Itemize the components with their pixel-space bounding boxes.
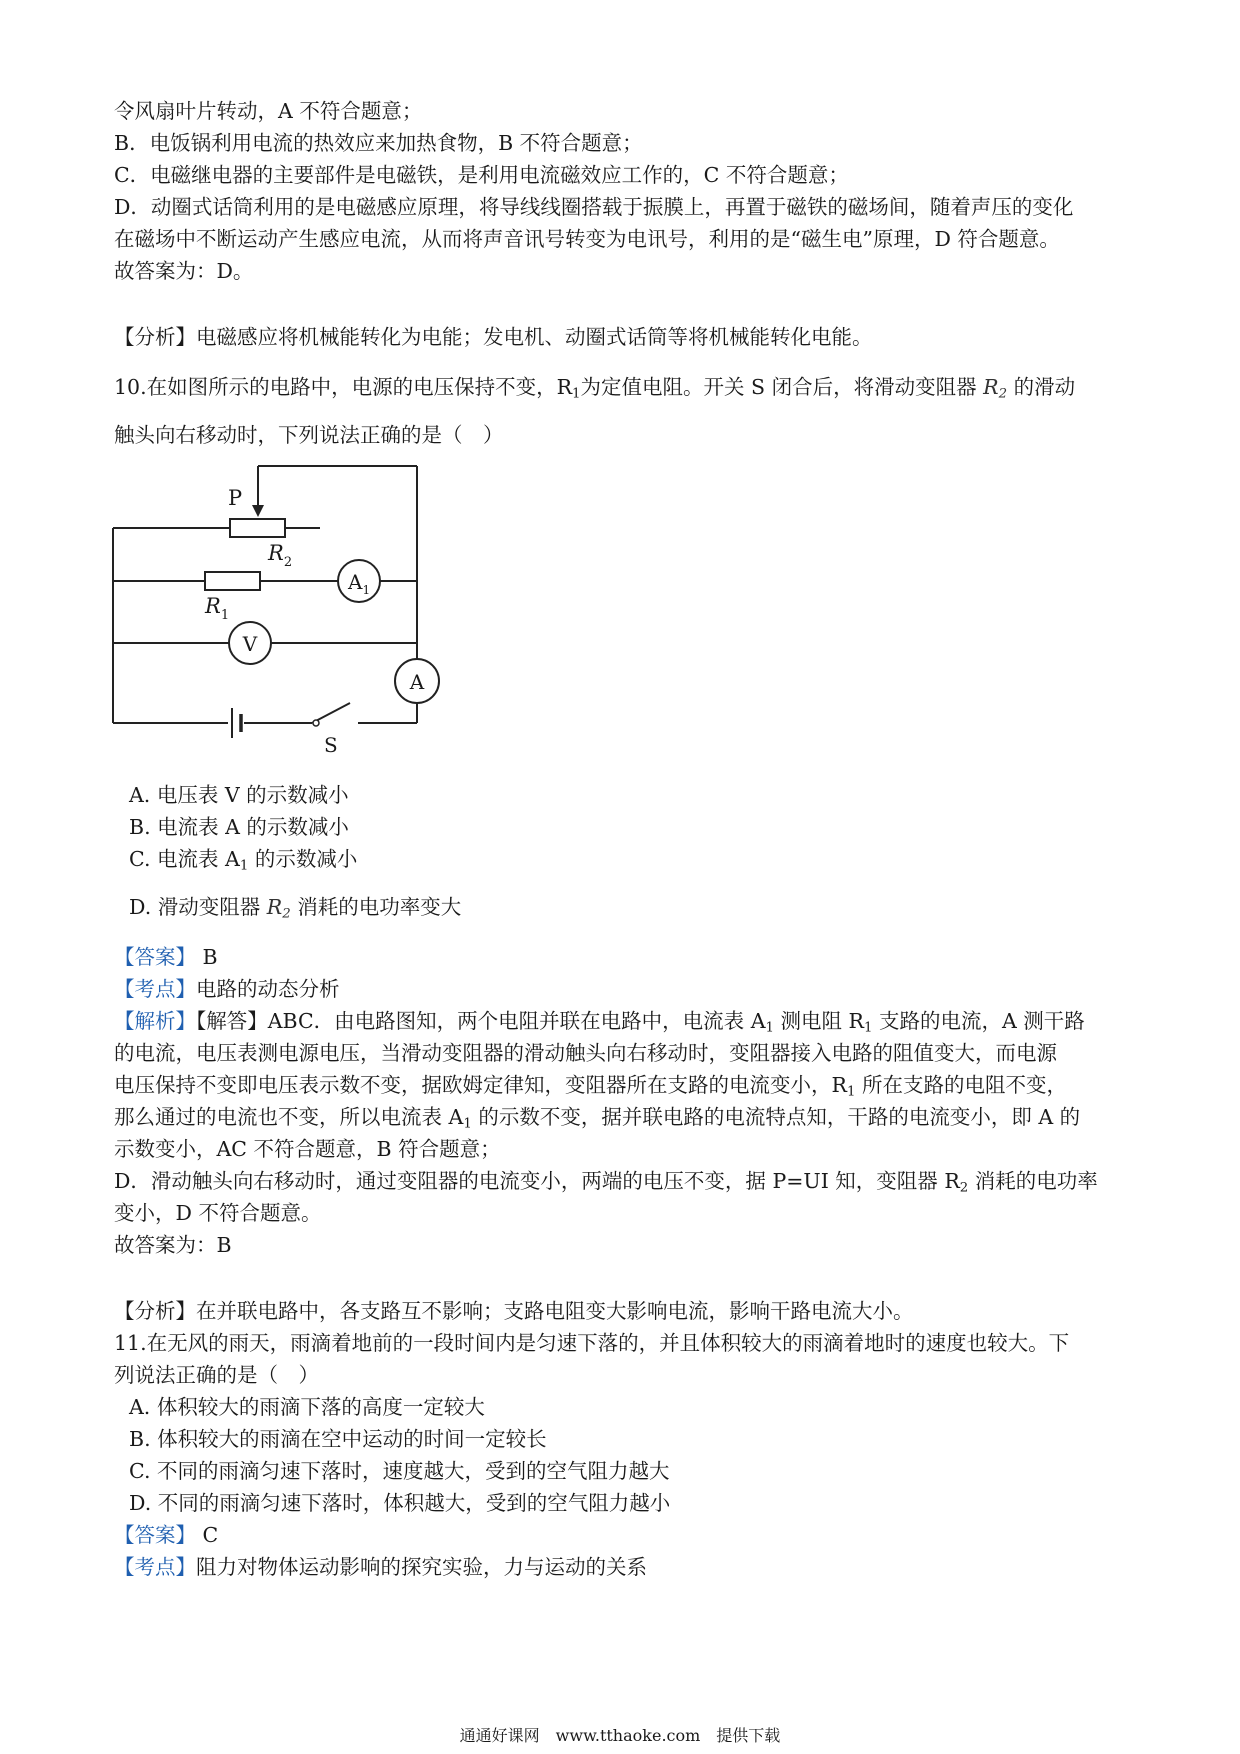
text-line: D．动圈式话筒利用的是电磁感应原理，将导线线圈搭载于振膜上，再置于磁铁的磁场间，随着声压的变化 [114, 195, 1074, 219]
answer-line [114, 942, 218, 972]
solution-line: 示数变小，AC 不符合题意，B 符合题意； [114, 1137, 501, 1161]
solution-line: 【解析】【解答】ABC．由电路图知，两个电阻并联在电路中，电流表 $A_1$ 测电阻 $R_1$ 支路的电流，A 测干路 [114, 1009, 1085, 1036]
solution-line: 变小，D 不符合题意。 [114, 1201, 322, 1225]
question-10-stem-line2: 触头向右移动时，下列说法正确的是（ ） [114, 423, 504, 447]
ammeter-a-label: A [409, 670, 425, 694]
question-10-stem: 10.在如图所示的电路中，电源的电压保持不变，$R_1$为定值电阻。开关 S 闭合后，将滑动变阻器 $R_2$ 的滑动 [114, 375, 1076, 402]
label-r1: $R_1$ [205, 594, 230, 623]
option-d: D. 滑动变阻器 $R_2$ 消耗的电功率变大 [129, 895, 462, 922]
answer-value: C [196, 1523, 219, 1547]
analysis-tag: 【分析】 [114, 325, 196, 349]
answer-tag: 【答案】 [114, 945, 196, 969]
solution-line: D．滑动触头向右移动时，通过变阻器的电流变小，两端的电压不变，据 P=UI 知，变阻器 $R_2$ 消耗的电功率 [114, 1169, 1098, 1196]
option-a: A. 体积较大的雨滴下落的高度一定较大 [129, 1395, 485, 1419]
text-line: 在磁场中不断运动产生感应电流，从而将声音讯号转变为电讯号，利用的是“磁生电”原理，D 符合题意。 [114, 227, 1060, 251]
option-b: B. 体积较大的雨滴在空中运动的时间一定较长 [129, 1427, 547, 1451]
voltmeter-label: V [242, 632, 258, 656]
text-line: 令风扇叶片转动，A 不符合题意； [114, 99, 423, 123]
option-b: B. 电流表 A 的示数减小 [129, 815, 349, 839]
knowledge-point-line: 【考点】阻力对物体运动影响的探究实验，力与运动的关系 [114, 1555, 647, 1579]
text-line: B．电饭锅利用电流的热效应来加热食物，B 不符合题意； [114, 131, 643, 155]
solution-line: 的电流，电压表测电源电压，当滑动变阻器的滑动触头向右移动时，变阻器接入电路的阻值变大，而电源 [114, 1041, 1057, 1065]
analysis-line [114, 322, 873, 352]
label-s: S [324, 733, 338, 757]
analysis-text: 电磁感应将机械能转化为电能；发电机、动圈式话筒等将机械能转化电能。 [196, 325, 873, 349]
option-a: A. 电压表 V 的示数减小 [129, 783, 349, 807]
label-r2: $R_2$ [268, 541, 293, 570]
text-line: 故答案为：D。 [114, 259, 254, 283]
answer-value: B [196, 945, 218, 969]
text-line: C．电磁继电器的主要部件是电磁铁，是利用电流磁效应工作的，C 不符合题意； [114, 163, 849, 187]
analysis-line: 【分析】在并联电路中，各支路互不影响；支路电阻变大影响电流，影响干路电流大小。 [114, 1299, 914, 1323]
question-11-stem: 11.在无风的雨天，雨滴着地前的一段时间内是匀速下落的，并且体积较大的雨滴着地时的速度也较大。下 [114, 1331, 1070, 1355]
answer-tag: 【答案】 [114, 1523, 196, 1547]
solution-line: 故答案为：B [114, 1233, 232, 1257]
analysis-tag: 【分析】 [114, 1299, 196, 1323]
ammeter-a1-label: $A_1$ [348, 570, 371, 597]
option-c: C. 电流表 $A_1$ 的示数减小 [129, 847, 358, 874]
footer: 通通好课网 www.tthaoke.com 提供下载 [459, 1726, 781, 1745]
option-c: C. 不同的雨滴匀速下落时，速度越大，受到的空气阻力越大 [129, 1459, 670, 1483]
solution-tag: 【解析】 [114, 1009, 196, 1033]
question-11-stem-line2: 列说法正确的是（ ） [114, 1363, 319, 1387]
circuit-diagram [100, 460, 470, 760]
option-d: D. 不同的雨滴匀速下落时，体积越大，受到的空气阻力越小 [129, 1491, 671, 1515]
solution-line: 电压保持不变即电压表示数不变，据欧姆定律知，变阻器所在支路的电流变小，$R_1$ 所在支路的电阻不变， [114, 1073, 1067, 1100]
kp-tag: 【考点】 [114, 1555, 196, 1579]
r2-symbol: $R_2$ [983, 375, 1008, 402]
knowledge-point-line: 【考点】电路的动态分析 [114, 977, 340, 1001]
kp-tag: 【考点】 [114, 977, 196, 1001]
solution-line: 那么通过的电流也不变，所以电流表 $A_1$ 的示数不变，据并联电路的电流特点知，干路的电流变小，即 A 的 [114, 1105, 1081, 1132]
label-p: P [228, 486, 243, 510]
answer-line [114, 1520, 218, 1550]
